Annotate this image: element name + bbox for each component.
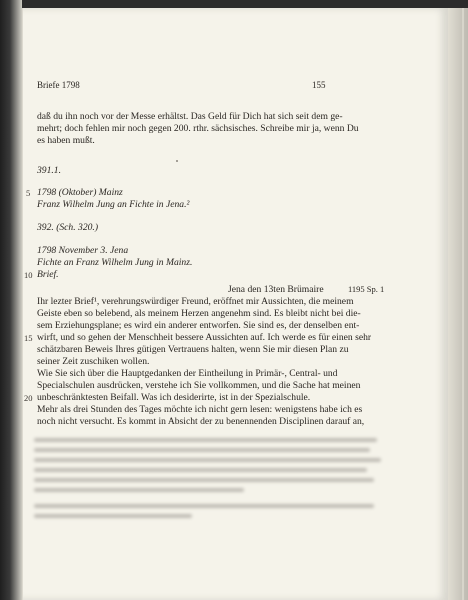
text-line: seiner Zeit zuschiken wollen.: [37, 356, 150, 367]
entry-type: Brief.: [37, 269, 59, 280]
entry-addressee: Franz Wilhelm Jung an Fichte in Jena.²: [37, 199, 190, 210]
line-number: 10: [24, 270, 33, 280]
text-line: wirft, und so gehen der Menschheit bessere Aussichten auf. Ich werde es für einen sehr: [37, 332, 372, 343]
book-page: [22, 8, 448, 600]
line-number: 5: [26, 188, 31, 198]
margin-reference: 1195 Sp. 1: [348, 284, 385, 294]
entry-number: 391.1.: [37, 165, 61, 176]
running-title: Briefe 1798: [37, 80, 80, 90]
blurred-footnotes: [34, 504, 384, 524]
text-line: unbeschränktesten Beifall. Was ich desiderirte, ist in der Spezialschule.: [37, 392, 311, 403]
text-line: Wie Sie sich über die Hauptgedanken der Eintheilung in Primär-, Central- und: [37, 368, 338, 379]
scan-shadow-left: [0, 0, 22, 600]
entry-addressee: Fichte an Franz Wilhelm Jung in Mainz.: [37, 257, 193, 268]
text-line: mehrt; doch fehlen mir noch gegen 200. rthr. sächsisches. Schreibe mir ja, wenn Du: [37, 123, 359, 134]
text-line: daß du ihn noch vor der Messe erhältst. Das Geld für Dich hat sich seit dem ge-: [37, 111, 343, 122]
stray-mark: [176, 160, 178, 162]
text-line: Specialschulen ausdrücken, verstehe ich Sie vollkommen, und die Sache hat meinen: [37, 380, 361, 391]
entry-date-place: 1798 November 3. Jena: [37, 245, 129, 256]
text-line: Geiste eben so belebend, als meinem Herzen angenehm sind. Es bleibt nicht bei die-: [37, 308, 361, 319]
line-number: 15: [24, 333, 33, 343]
text-line: es haben mußt.: [37, 135, 95, 146]
page-gutter-right: [446, 8, 468, 600]
text-line: schätzbaren Beweis Ihres gütigen Vertrauens halten, wenn Sie mir diesen Plan zu: [37, 344, 349, 355]
text-line: sem Erziehungsplane; es wird ein anderer entworfen. Sie sind es, der denselben ent-: [37, 320, 360, 331]
text-line: noch nicht versucht. Es kommt in Absicht der zu benennenden Disciplinen darauf an,: [37, 416, 365, 427]
entry-date-place: 1798 (Oktober) Mainz: [37, 187, 123, 198]
letter-dateline: Jena den 13ten Brümaire: [228, 284, 324, 295]
page-number: 155: [312, 80, 326, 90]
text-line: Ihr lezter Brief¹, verehrungswürdiger Freund, eröffnet mir Aussichten, die meinem: [37, 296, 354, 307]
text-line: Mehr als drei Stunden des Tages möchte ich nicht gern lesen: wenigstens habe ich es: [37, 404, 363, 415]
entry-number: 392. (Sch. 320.): [37, 222, 99, 233]
blurred-footnotes: [34, 438, 384, 498]
line-number: 20: [24, 393, 33, 403]
